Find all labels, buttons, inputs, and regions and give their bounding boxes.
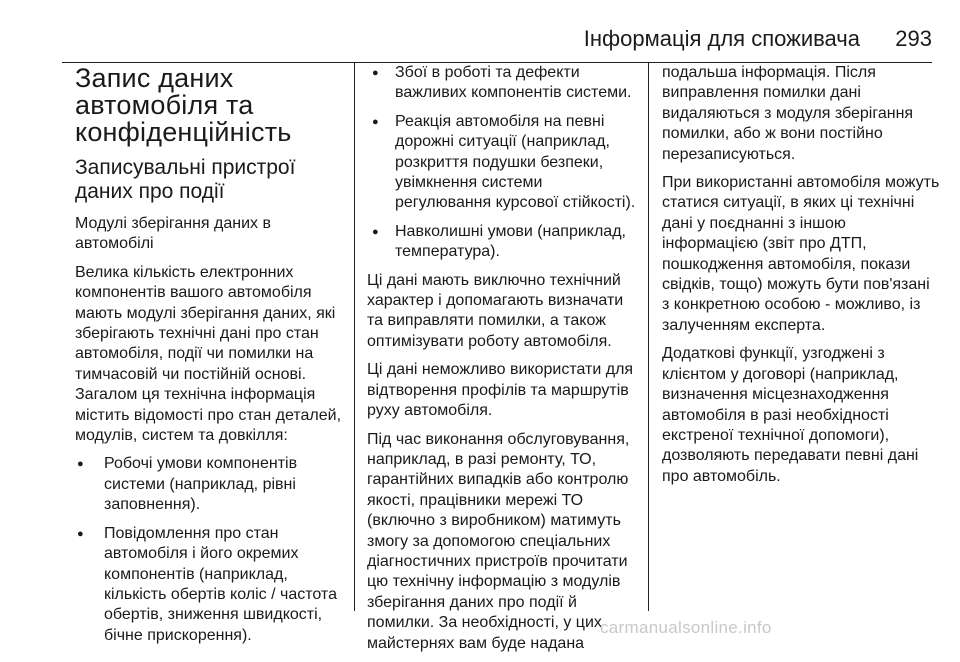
watermark: carmanualsonline.info	[600, 618, 772, 637]
list-item: ● Реакція автомобіля на певні дорожні ситуації (наприклад, розкриття подушки безпеки, увімкнення системи регулювання курсової стійкості).	[367, 112, 637, 214]
list-item: ● Повідомлення про стан автомобіля і його окремих компонентів (наприклад, кількість обертів коліс / частота обертів, зниження швидкості, бічне прискорення).	[75, 524, 343, 646]
sub-subsection-heading: Модулі зберігання даних в автомобілі	[75, 215, 271, 253]
column-3	[662, 63, 940, 495]
paragraph: Додаткові функції, узгоджені з клієнтом у договорі (наприклад, визначення місцезнаходження автомобіля в разі необхідності екстреної технічної допомоги), дозволяють передавати певні дані про автомобіль.	[662, 345, 919, 485]
list-item: ● Навколишні умови (наприклад, температура).	[367, 222, 637, 263]
column-2	[367, 63, 637, 662]
list-item: ● Робочі умови компонентів системи (наприклад, рівні заповнення).	[75, 454, 343, 515]
section-heading: Запис даних автомобіля та конфіденційність	[75, 63, 292, 147]
page-number: 293	[895, 26, 932, 51]
paragraph: Під час виконання обслуговування, наприклад, в разі ремонту, ТО, гарантійних випадків або контролю якості, працівники мережі ТО (включно з виробником) матимуть змогу за допомогою спеціальних діагностичних пристроїв прочитати цю технічну інформацію з модулів зберігання даних про події й помилки. За необхідності, у цих майстернях вам буде надана	[367, 430, 630, 652]
page-header	[62, 0, 932, 63]
paragraph: Ці дані мають виключно технічний характер і допомагають визначати та виправляти помилки, а також оптимізувати роботу автомобіля.	[367, 271, 624, 350]
paragraph: При використанні автомобіля можуть статися ситуації, в яких ці технічні дані у поєднанні з іншою інформацією (звіт про ДТП, пошкодження автомобіля, покази свідків, тощо) можуть бути пов'язані з конкретною особою - можливо, із залученням експерта.	[662, 174, 940, 334]
subsection-heading: Записувальні пристрої даних про події	[75, 156, 296, 203]
bullet-list	[75, 454, 343, 646]
paragraph: Велика кількість електронних компонентів вашого автомобіля мають модулі зберігання даних, які зберігають технічні дані про стан автомобіля, події чи помилки на тимчасовій чи постійній основі. Загалом ця технічна інформація містить відомості про стан деталей, модулів, систем та довкілля:	[75, 263, 342, 445]
column-1	[75, 63, 343, 654]
column-divider-2	[648, 63, 649, 611]
list-item: ● Збої в роботі та дефекти важливих компонентів системи.	[367, 63, 637, 104]
paragraph: подальша інформація. Після виправлення помилки дані видаляються з модуля зберігання помилки, або ж вони постійно перезаписуються.	[662, 64, 914, 163]
column-divider-1	[354, 63, 355, 611]
paragraph: Ці дані неможливо використати для відтворення профілів та маршрутів руху автомобіля.	[367, 361, 634, 420]
bullet-list	[367, 63, 637, 263]
header-title: Інформація для споживача	[583, 26, 860, 51]
